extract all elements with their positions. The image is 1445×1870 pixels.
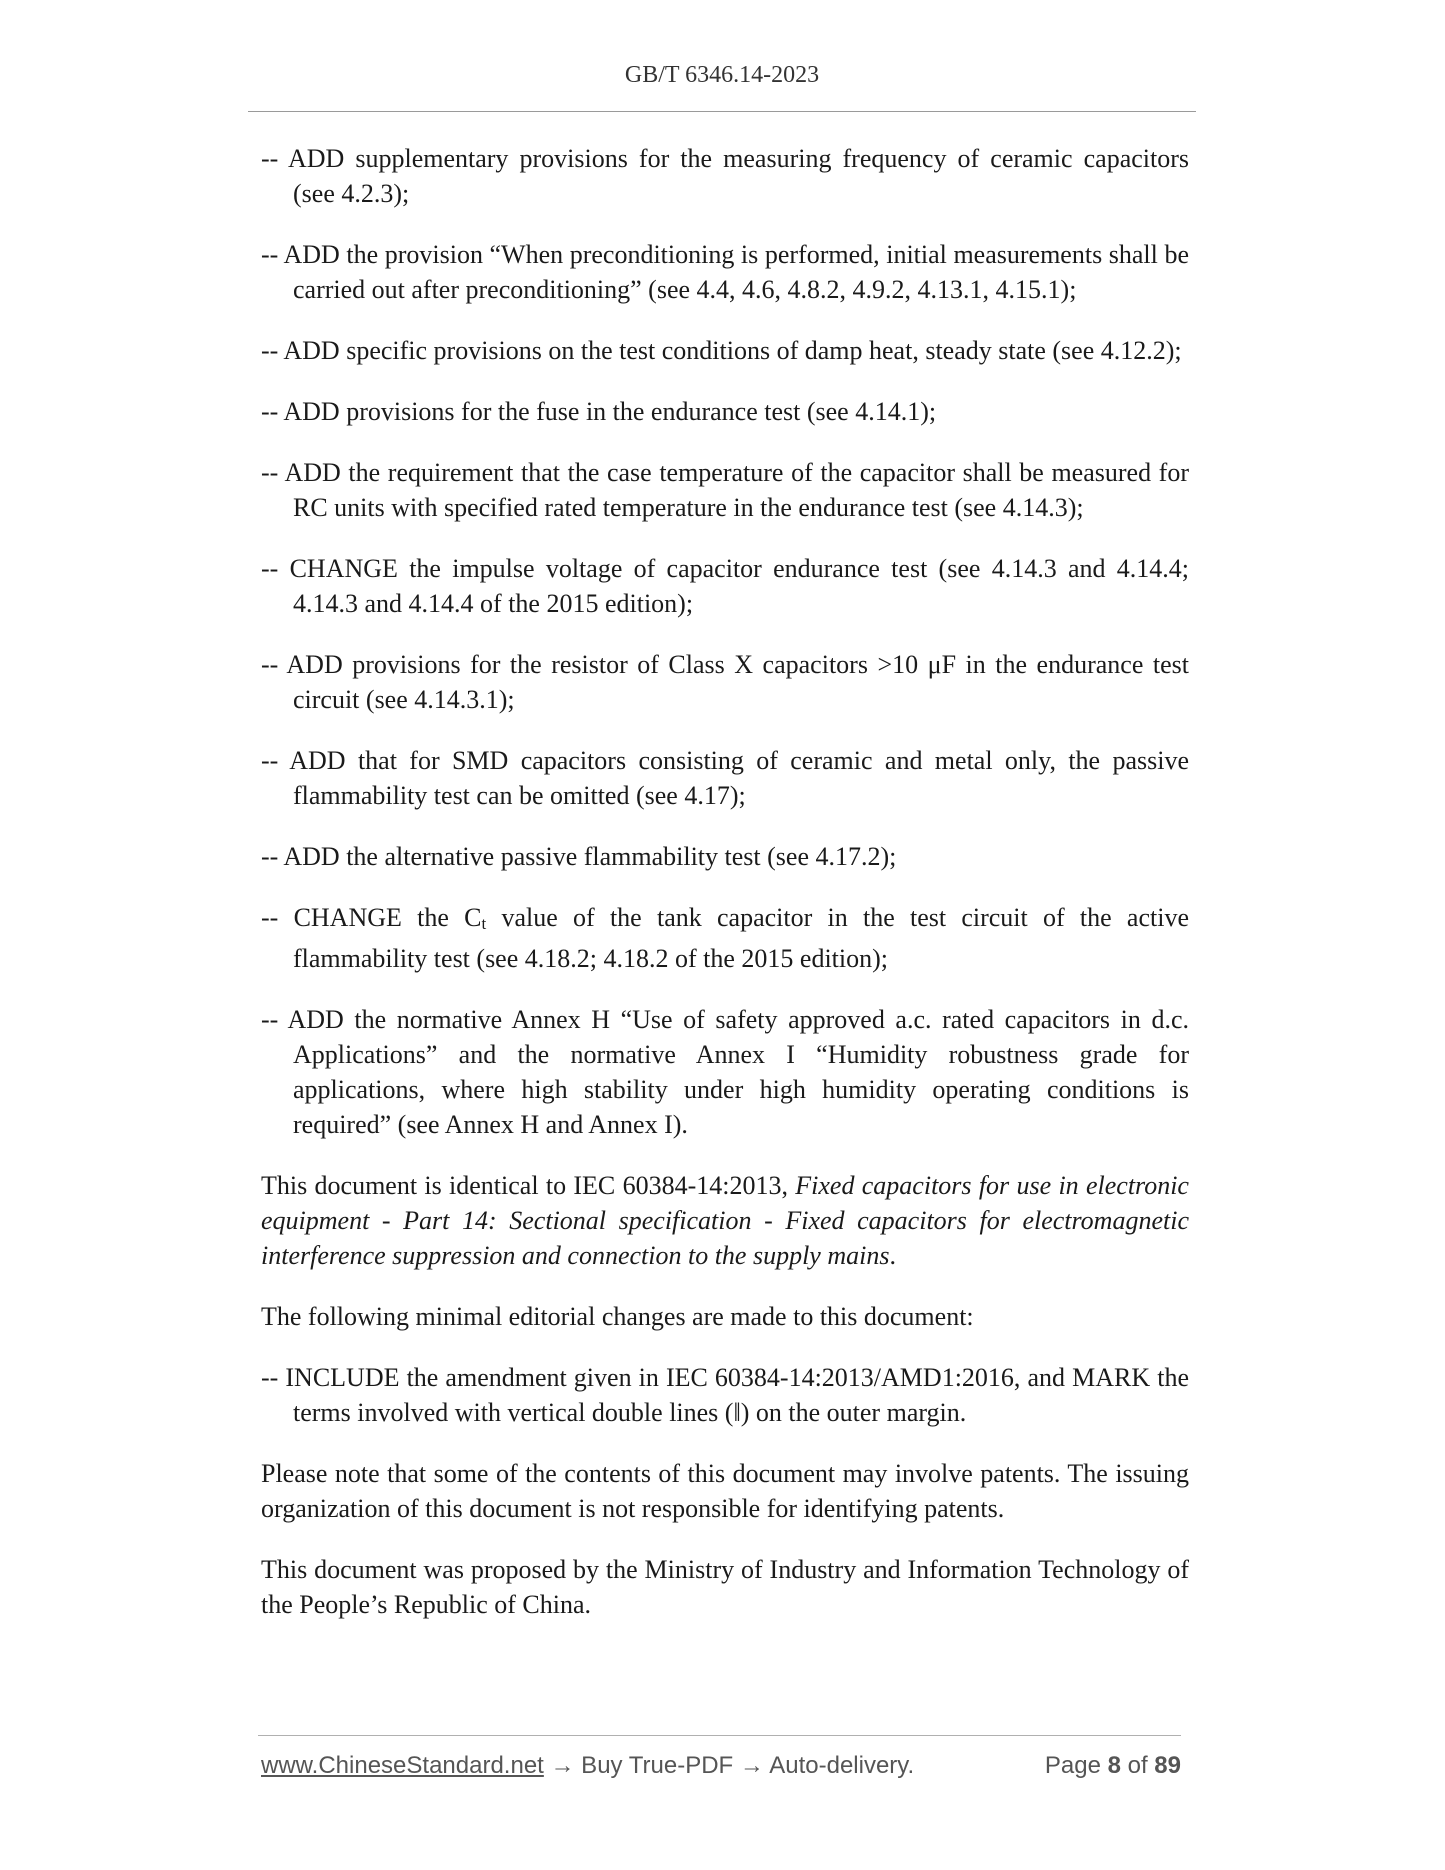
document-body (261, 141, 1189, 1648)
list-item: -- ADD provisions for the resistor of Class X capacitors >10 μF in the endurance test circuit (see 4.14.3.1); (261, 650, 1189, 714)
list-item: -- ADD the requirement that the case temperature of the capacitor shall be measured for RC units with specified rated temperature in the endurance test (see 4.14.3); (261, 458, 1189, 522)
total-pages: 89 (1154, 1752, 1181, 1779)
identical-suffix: . (889, 1241, 896, 1270)
list-item-annex: -- ADD the normative Annex H “Use of safety approved a.c. rated capacitors in d.c. Applications” and the normative Annex I “Humidity robustness grade for applications, where high stability under high humidity operating conditions is required” (see Annex H and Annex I). (261, 1005, 1189, 1139)
patents-note: Please note that some of the contents of this document may involve patents. The issuing organization of this document is not responsible for identifying patents. (261, 1459, 1189, 1523)
identical-prefix: This document is identical to IEC 60384-14:2013, (261, 1171, 796, 1200)
list-item: -- ADD that for SMD capacitors consisting of ceramic and metal only, the passive flammability test can be omitted (see 4.17); (261, 746, 1189, 810)
list-item: -- ADD the alternative passive flammability test (see 4.17.2); (261, 842, 897, 871)
list-item-text: value of the tank capacitor in the test circuit of the active flammability test (see 4.18.2; 4.18.2 of the 2015 edition); (293, 903, 1189, 973)
editorial-item: -- INCLUDE the amendment given in IEC 60384-14:2013/AMD1:2016, and MARK the terms involved with vertical double lines (‖) on the outer margin. (261, 1363, 1189, 1427)
subscript-t: t (481, 914, 487, 933)
proposed-by: This document was proposed by the Ministry of Industry and Information Technology of the People’s Republic of China. (261, 1555, 1189, 1619)
footer-left (261, 1752, 914, 1780)
iec-title: Fixed capacitors for use in electronic equipment - Part 14: Sectional specification - Fixed capacitors for electromagnetic interference suppression and connection to the supply mains (261, 1171, 1189, 1270)
footer-tagline: → Buy True-PDF → Auto-delivery. (543, 1752, 915, 1779)
of-label: of (1120, 1752, 1155, 1779)
list-item: -- CHANGE the impulse voltage of capacitor endurance test (see 4.14.3 and 4.14.4; 4.14.3 and 4.14.4 of the 2015 edition); (261, 554, 1189, 618)
website-link[interactable]: www.ChineseStandard.net (261, 1752, 544, 1779)
list-item-text: -- CHANGE the C (261, 903, 482, 932)
page-header-standard-id: GB/T 6346.14-2023 (624, 62, 820, 88)
list-item: -- ADD the provision “When preconditioning is performed, initial measurements shall be carried out after preconditioning” (see 4.4, 4.6, 4.8.2, 4.9.2, 4.13.1, 4.15.1); (261, 240, 1189, 304)
list-item: -- ADD specific provisions on the test conditions of damp heat, steady state (see 4.12.2); (261, 336, 1182, 365)
list-item-tank-capacitor (261, 900, 1189, 976)
list-item: -- ADD supplementary provisions for the measuring frequency of ceramic capacitors (see 4.2.3); (261, 144, 1189, 208)
list-item: -- ADD provisions for the fuse in the endurance test (see 4.14.1); (261, 397, 937, 426)
header-divider (248, 111, 1196, 112)
editorial-intro: The following minimal editorial changes are made to this document: (261, 1302, 974, 1331)
page-number: 8 (1107, 1752, 1121, 1779)
page-counter (1045, 1752, 1181, 1780)
footer-divider (258, 1735, 1181, 1736)
identical-statement (261, 1168, 1189, 1273)
page-label: Page (1044, 1752, 1108, 1779)
